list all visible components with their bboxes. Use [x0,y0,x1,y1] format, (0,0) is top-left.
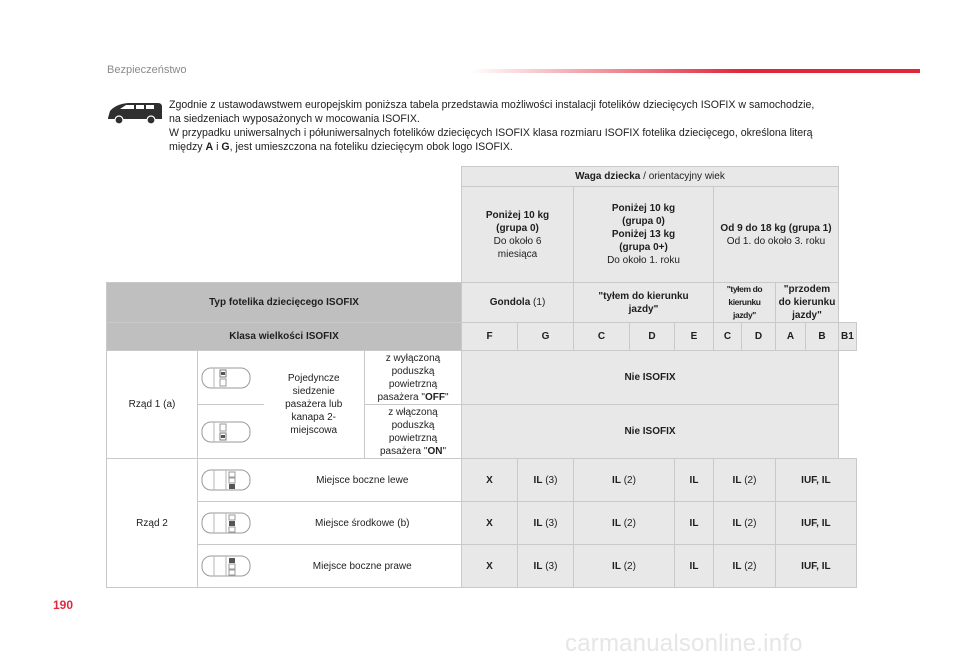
cell-il3: IL (3) [518,545,574,588]
forward-facing-header: "przodem do kierunku jazdy" [776,283,839,323]
cell-il2: IL (2) [714,545,776,588]
cell-il: IL [675,502,714,545]
seat-diagram-cell [198,351,264,405]
class-cell: C [574,323,630,351]
seat-label: Miejsce środkowe (b) [264,502,462,545]
class-cell: G [518,323,574,351]
cell-x: X [462,459,518,502]
weight-header: Waga dziecka / orientacyjny wiek [462,167,839,187]
seat-diagram-cell [198,405,264,459]
class-cell: C [714,323,742,351]
cell-il2: IL (2) [714,502,776,545]
seat-label: Miejsce boczne prawe [264,545,462,588]
cell-il2: IL (2) [574,545,675,588]
cell-il3: IL (3) [518,502,574,545]
class-cell: B [806,323,839,351]
group-1-header: Od 9 do 18 kg (grupa 1) Od 1. do około 3. roku [714,187,839,283]
seat-diagram-icon [200,420,252,444]
intro-line-4: między A i G, jest umieszczona na foteliku dziecięcym obok logo ISOFIX. [169,141,513,153]
no-isofix-on: Nie ISOFIX [462,405,839,459]
cell-iuf: IUF, IL [776,502,857,545]
class-cell: A [776,323,806,351]
intro-line-3: W przypadku uniwersalnych i półuniwersalnych fotelików dziecięcych ISOFIX klasa rozmiaru ISOFIX fotelika dziecięcego, określona literą [169,127,813,139]
row-1-seat-label: Pojedyncze siedzenie pasażera lub kanapa 2-miejscowa [264,351,365,459]
seat-type-label: Typ fotelika dziecięcego ISOFIX [107,283,462,323]
seat-label: Miejsce boczne lewe [264,459,462,502]
class-cell: F [462,323,518,351]
watermark: carmanualsonline.info [565,630,803,657]
cell-il2: IL (2) [574,459,675,502]
isofix-table [106,166,857,588]
van-icon [106,101,164,125]
intro-text [169,98,869,154]
class-cell: D [742,323,776,351]
cell-x: X [462,545,518,588]
gondola-header: Gondola (1) [462,283,574,323]
intro-line-1: Zgodnie z ustawodawstwem europejskim poniższa tabela przedstawia możliwości instalacji fotelików dziecięcych ISOFIX w samochodzie, [169,99,815,111]
rear-facing-header-small: "tyłem do kierunku jazdy" [714,283,776,323]
group-0plus-header: Poniżej 10 kg (grupa 0) Poniżej 13 kg (grupa 0+) Do około 1. roku [574,187,714,283]
class-cell: D [630,323,675,351]
group-0-header: Poniżej 10 kg (grupa 0) Do około 6 miesiąca [462,187,574,283]
row-2-label: Rząd 2 [107,459,198,588]
no-isofix-off: Nie ISOFIX [462,351,839,405]
seat-diagram-icon [200,554,252,578]
seat-diagram-cell [198,459,264,502]
seat-diagram-icon [200,511,252,535]
cell-il3: IL (3) [518,459,574,502]
cell-iuf: IUF, IL [776,545,857,588]
class-cell: B1 [839,323,857,351]
cell-il: IL [675,545,714,588]
class-cell: E [675,323,714,351]
cell-x: X [462,502,518,545]
cell-il: IL [675,459,714,502]
seat-diagram-icon [200,366,252,390]
seat-diagram-cell [198,502,264,545]
seat-diagram-cell [198,545,264,588]
rear-facing-header: "tyłem do kierunku jazdy" [574,283,714,323]
size-class-label: Klasa wielkości ISOFIX [107,323,462,351]
section-title: Bezpieczeństwo [107,64,187,76]
header-accent-line [470,69,920,73]
cell-il2: IL (2) [714,459,776,502]
cell-iuf: IUF, IL [776,459,857,502]
intro-line-2: na siedzeniach wyposażonych w mocowania ISOFIX. [169,113,420,125]
seat-diagram-icon [200,468,252,492]
airbag-off-cell: z wyłączoną poduszką powietrzną pasażera "OFF" [365,351,462,405]
row-1-label: Rząd 1 (a) [107,351,198,459]
page-number: 190 [53,598,74,612]
cell-il2: IL (2) [574,502,675,545]
airbag-on-cell: z włączoną poduszką powietrzną pasażera "ON" [365,405,462,459]
